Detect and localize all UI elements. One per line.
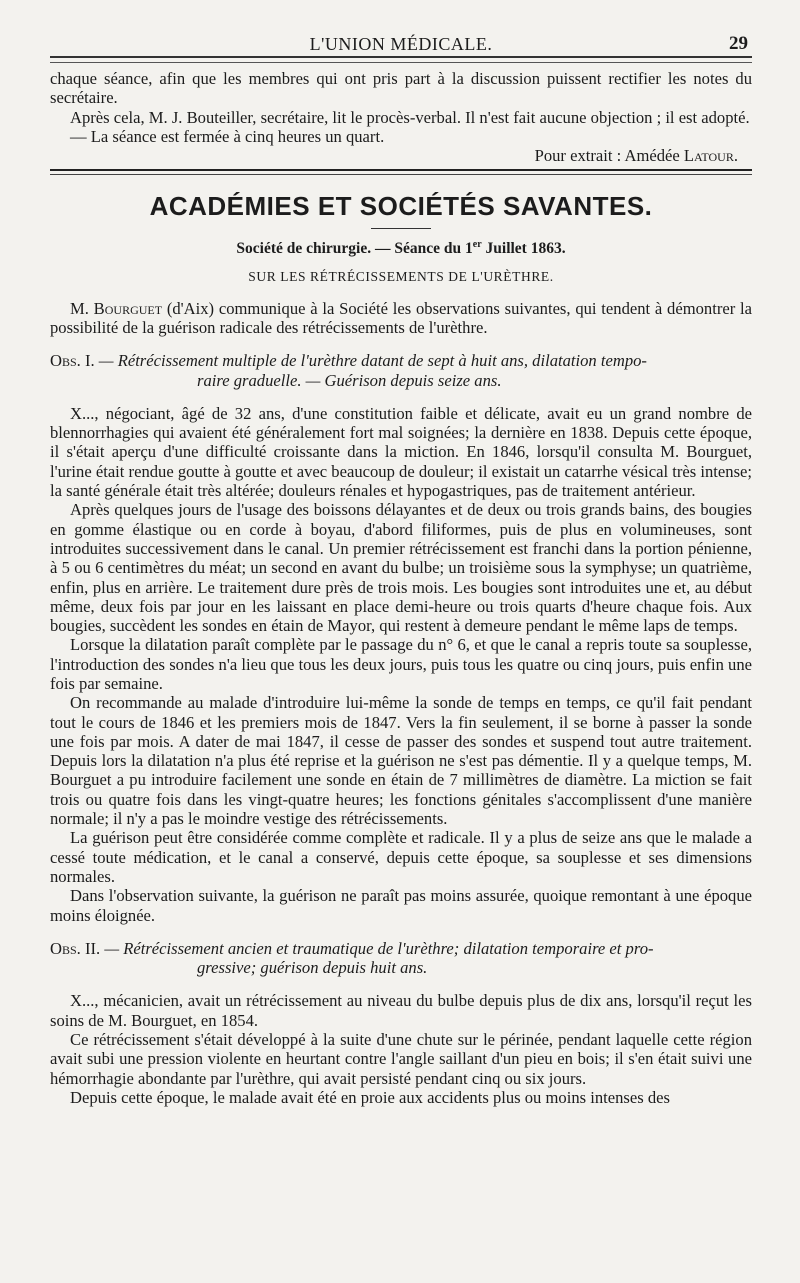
header-rule bbox=[50, 62, 752, 63]
intro-paragraph: chaque séance, afin que les membres qui ont pris part à la discussion puissent rectifier les notes du secrétaire. bbox=[50, 69, 752, 108]
body-paragraph: X..., mécanicien, avait un rétrécissement au niveau du bulbe depuis plus de dix ans, lorsqu'il reçut les soins de M. Bourguet, en 1854. bbox=[50, 991, 752, 1030]
observation-label: Obs. II. bbox=[50, 938, 101, 958]
section-title: ACADÉMIES ET SOCIÉTÉS SAVANTES. bbox=[149, 191, 653, 222]
society-heading-text: Société de chirurgie. — Séance du 1 bbox=[236, 240, 473, 258]
observation-title-cont: gressive; guérison depuis huit ans. bbox=[197, 958, 428, 978]
author-name: M. Bourguet bbox=[70, 298, 163, 318]
body-paragraph: Ce rétrécissement s'était développé à la suite d'une chute sur le périnée, pendant laquelle cette région avait subi une pression violente en heurtant contre l'angle saillant d'un pieu en bois; il s'en était suivi une hémorrhagie abondante par l'urèthre, qui avait persisté pendant cinq ou six jours. bbox=[50, 1030, 752, 1088]
body-paragraph: Après quelques jours de l'usage des boissons délayantes et de deux ou trois grands bains, des bougies en gomme élastique ou en corde à boyau, d'abord filiformes, puis de plus en volumineuses, sont introduites successivement dans le canal. Un premier rétrécissement est franchi dans la portion pénienne, à 5 ou 6 centimètres du méat; un second en avant du bulbe; un troisième sous la symphyse; un quatrième, enfin, plus en arrière. Le traitement dure près de trois mois. Les bougies sont introduites une et, au début même, deux fois par jour en les laissant en place demi-heure ou trois quarts d'heure chaque fois. Aux bougies, succèdent les sondes en étain de Mayor, qui restent à demeure pendant le même laps de temps. bbox=[50, 500, 752, 636]
society-heading bbox=[50, 239, 752, 258]
body-paragraph: Dans l'observation suivante, la guérison ne paraît pas moins assurée, quoique remontant à une époque moins éloignée. bbox=[50, 886, 752, 925]
spacer bbox=[50, 285, 752, 299]
body-paragraph: Depuis cette époque, le malade avait été en proie aux accidents plus ou moins intenses des bbox=[70, 1087, 670, 1107]
body-paragraph: X..., négociant, âgé de 32 ans, d'une constitution faible et délicate, avait eu un grand nombre de blennorrhagies qui avaient été généralement fort mal soignées; la dernière en 1838. Depuis cette époque, il s'était aperçu d'une difficulté croissante dans la miction. En 1846, lorsqu'il consulta M. Bourguet, l'urine était rendue goutte à goutte et avec beaucoup de douleur; il existait un catarrhe vésical très intense; la santé générale était très altérée; douleurs rénales et hypogastriques, pas de traitement antérieur. bbox=[50, 403, 752, 501]
spacer bbox=[50, 977, 752, 991]
observation-label: Obs. I. bbox=[50, 351, 95, 371]
signature-name: Latour. bbox=[683, 146, 738, 166]
observation-title-cont: raire graduelle. — Guérison depuis seize ans. bbox=[197, 370, 502, 390]
lead-text: (d'Aix) communique à la Société les observations suivantes, qui tendent à démontrer la possibilité de la guérison radicale des rétrécissements de l'urèthre. bbox=[50, 298, 752, 337]
section-divider bbox=[50, 169, 752, 175]
society-heading-sup: er bbox=[472, 239, 482, 251]
signature bbox=[50, 146, 738, 165]
society-heading-date: Juillet 1863. bbox=[481, 240, 566, 258]
observation-title: — Rétrécissement ancien et traumatique de l'urèthre; dilatation temporaire et pro- bbox=[104, 938, 654, 958]
signature-prefix: Pour extrait : Amédée bbox=[534, 146, 684, 166]
body-paragraph: Lorsque la dilatation paraît complète par le passage du n° 6, et que le canal a repris toute sa souplesse, l'introduction des sondes n'a lieu que tous les deux jours, puis tous les quatre ou cinq jours, puis enfin une fois par semaine. bbox=[50, 635, 752, 693]
spacer bbox=[50, 390, 752, 404]
observation-title: — Rétrécissement multiple de l'urèthre datant de sept à huit ans, dilatation tempo- bbox=[98, 351, 647, 371]
observation-heading bbox=[50, 939, 752, 978]
intro-paragraph: Après cela, M. J. Bouteiller, secrétaire, lit le procès-verbal. Il n'est fait aucune objection ; il est adopté. bbox=[70, 107, 750, 127]
page-number: 29 bbox=[729, 33, 748, 54]
body-paragraph: La guérison peut être considérée comme complète et radicale. Il y a plus de seize ans que le malade a cessé toute médication, et le canal a conservé, depuis cette époque, sa souplesse et ses dimensions normales. bbox=[50, 828, 752, 886]
intro-paragraph: — La séance est fermée à cinq heures un quart. bbox=[70, 126, 385, 146]
body-paragraph: On recommande au malade d'introduire lui-même la sonde de temps en temps, ce qu'il fait pendant tout le cours de 1846 et les premiers mois de 1847. Vers la fin seulement, il se borne à passer la sonde une fois par mois. A dater de mai 1847, il cesse de passer des sondes et suspend tout autre traitement. Depuis lors la dilatation n'a plus été reprise et la guérison ne s'est pas démentie. Il y a quelque temps, M. Bourguet a pu introduire facilement une sonde en étain de 7 millimètres de diamètre. La miction se fait trois ou quatre fois dans les vingt-quatre heures; les fonctions génitales s'accomplissent d'une manière normale; il n'y a pas le moindre vestige des rétrécissements. bbox=[50, 693, 752, 829]
running-header bbox=[50, 30, 752, 58]
article-subheading: SUR LES RÉTRÉCISSEMENTS DE L'URÈTHRE. bbox=[248, 268, 554, 284]
running-title: L'UNION MÉDICALE. bbox=[309, 34, 493, 54]
observation-heading bbox=[50, 351, 752, 390]
title-rule bbox=[371, 228, 431, 229]
lead-paragraph bbox=[50, 299, 752, 338]
